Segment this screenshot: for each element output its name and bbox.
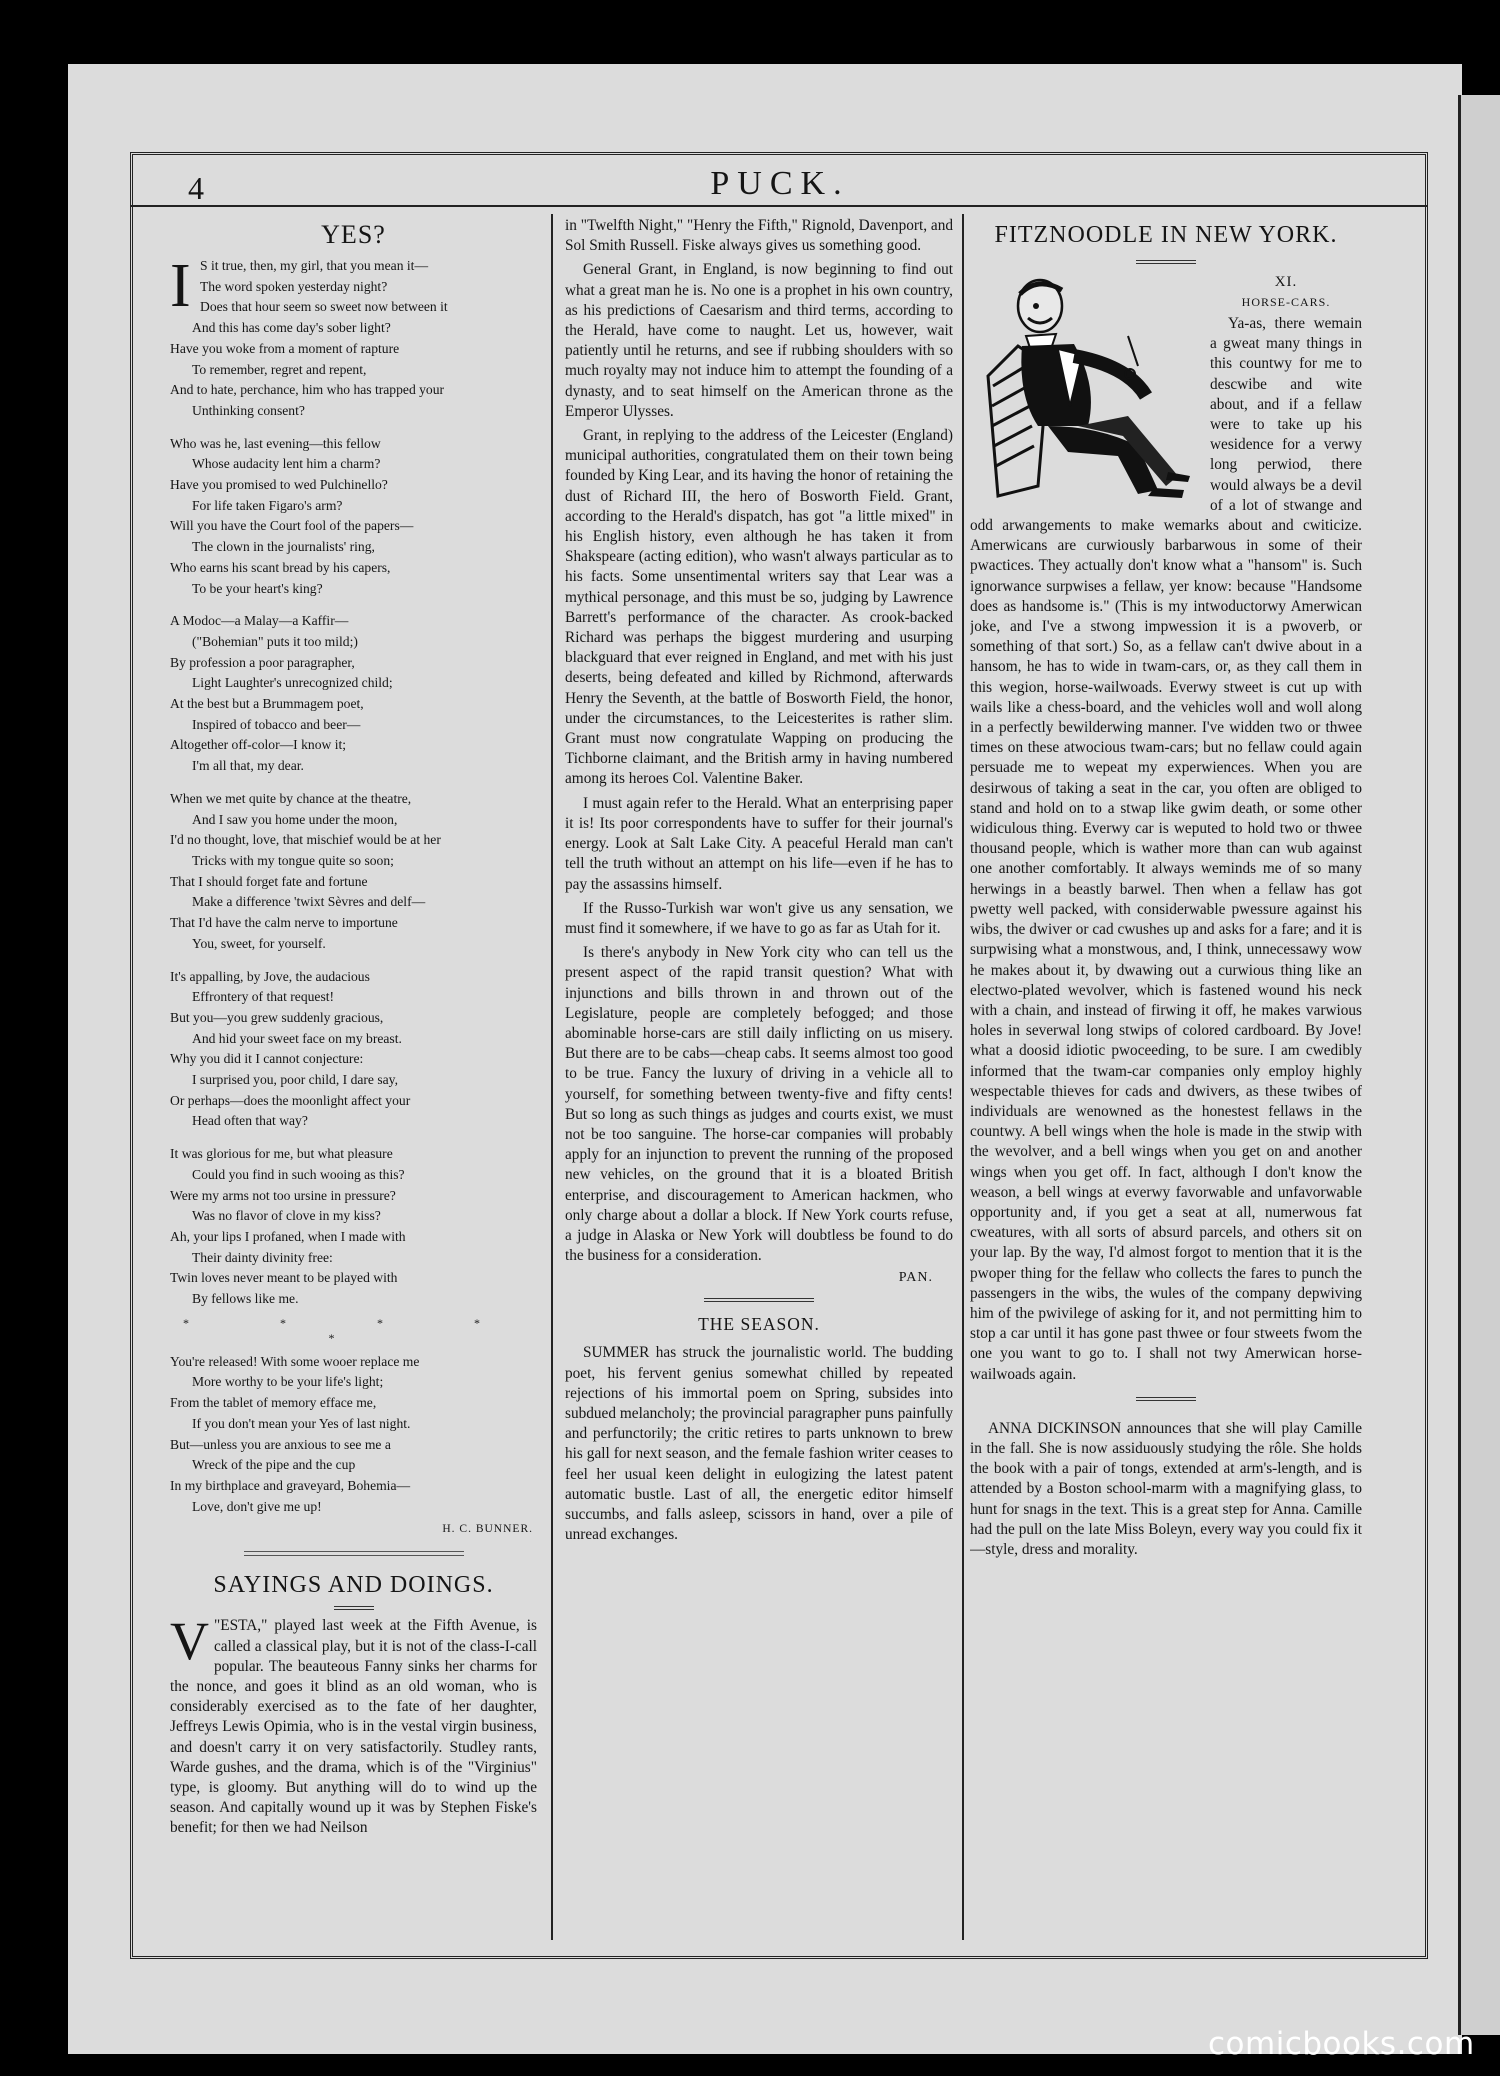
poem-line: Inspired of tobacco and beer— bbox=[192, 716, 361, 732]
season-text: SUMMER has struck the journalistic world. The budding poet, his fervent genius somewhat chilled by repeated rejections of his immortal poem on Spring, subsides into subdued melancholy; the provincial paragrapher puns painfully and perfunctorily; the critic retires to parts unknown to brew his gall for next season, and the female fashion writer ceases to feel her usual keen delight in eulogizing the latest patent automatic bustle. Last of all, the energetic editor himself succumbs, and falls asleep, scissors in hand, over a pile of unread exchanges. bbox=[565, 1344, 953, 1544]
stanza-gap bbox=[170, 1132, 537, 1144]
dickinson-body bbox=[970, 1419, 1362, 1560]
poem-line: And hid your sweet face on my breast. bbox=[192, 1030, 402, 1046]
poem-line: ("Bohemian" puts it too mild;) bbox=[192, 633, 358, 649]
poem-line: Love, don't give me up! bbox=[192, 1498, 322, 1514]
column-rule-2 bbox=[962, 214, 964, 1940]
poem-line: When we met quite by chance at the theatre, bbox=[170, 790, 412, 806]
poem-line: Does that hour seem so sweet now between it bbox=[200, 299, 448, 315]
season-divider bbox=[704, 1298, 814, 1302]
sayings-continued-text: in "Twelfth Night," "Henry the Fifth," Rignold, Davenport, and Sol Smith Russell. Fiske always gives us something good. bbox=[565, 217, 953, 255]
column-rule-1 bbox=[551, 214, 553, 1940]
poem-line: More worthy to be your life's light; bbox=[192, 1374, 384, 1390]
poem-line: To be your heart's king? bbox=[192, 580, 323, 596]
stanza-gap bbox=[170, 599, 537, 611]
poem-drop-cap: I bbox=[170, 252, 191, 320]
sayings-divider bbox=[334, 1606, 374, 1610]
sayings-paragraph: If the Russo-Turkish war won't give us any sensation, we must find it somewhere, if we have to go as far as Utah for it. bbox=[565, 899, 953, 937]
header-rule bbox=[130, 205, 1428, 207]
poem-line: Twin loves never meant to be played with bbox=[170, 1270, 398, 1286]
poem-line: A Modoc—a Malay—a Kaffir— bbox=[170, 613, 349, 629]
seated-dandy-illustration bbox=[978, 276, 1202, 504]
poem-line: In my birthplace and graveyard, Bohemia— bbox=[170, 1477, 411, 1493]
poem-line: By profession a poor paragrapher, bbox=[170, 654, 355, 670]
section-divider bbox=[244, 1551, 464, 1556]
poem-stars: * * * * * bbox=[183, 1315, 524, 1345]
sayings-continued bbox=[565, 216, 953, 1266]
sayings-paragraph: I must again refer to the Herald. What an enterprising paper it is! Its poor correspondents have to suffer for their journal's energy. Look at Salt Lake City. A peaceful Herald man can't tell the truth without an attempt on his life—even if he has to pay the assassins himself. bbox=[565, 794, 953, 893]
poem-line: Light Laughter's unrecognized child; bbox=[192, 675, 393, 691]
poem-line: Could you find in such wooing as this? bbox=[192, 1166, 405, 1182]
poem-line: Whose audacity lent him a charm? bbox=[192, 456, 381, 472]
poem-line: I'd no thought, love, that mischief would be at her bbox=[170, 832, 441, 848]
poem-line: Why you did it I cannot conjecture: bbox=[170, 1051, 364, 1067]
poem-line: Tricks with my tongue quite so soon; bbox=[192, 852, 394, 868]
stanza-gap bbox=[170, 777, 537, 789]
poem-line: Altogether off-color—I know it; bbox=[170, 737, 347, 753]
season-title: THE SEASON. bbox=[698, 1314, 820, 1335]
poem-line: Their dainty divinity free: bbox=[192, 1249, 333, 1265]
poem-body bbox=[170, 252, 537, 1310]
poem-line: Wreck of the pipe and the cup bbox=[192, 1457, 356, 1473]
sayings-lead bbox=[170, 1611, 537, 1838]
sayings-title: SAYINGS AND DOINGS. bbox=[213, 1572, 494, 1599]
masthead: PUCK. bbox=[710, 165, 850, 202]
fitznoodle-title: FITZNOODLE IN NEW YORK. bbox=[994, 222, 1338, 248]
poem-line: From the tablet of memory efface me, bbox=[170, 1395, 377, 1411]
dickinson-divider bbox=[1136, 1397, 1196, 1401]
poem-line: Have you woke from a moment of rapture bbox=[170, 340, 400, 356]
adjacent-page-edge bbox=[1458, 95, 1500, 2035]
poem-line: Effrontery of that request! bbox=[192, 989, 335, 1005]
fitznoodle-divider bbox=[1136, 260, 1196, 264]
sayings-paragraph: General Grant, in England, is now beginning to find out what a great man he is. No one is a prophet in his own country, as his predictions of Caesarism and third terms, according to the Herald, have come to naught. Let us, however, wait patiently until he returns, and see if rubbing shoulders with so much royalty may not induce him to attempt the founding of a dynasty, and to seat himself on the American throne as the Emperor Ulysses. bbox=[565, 261, 953, 420]
poem-line: For life taken Figaro's arm? bbox=[192, 497, 343, 513]
poem-line: S it true, then, my girl, that you mean it— bbox=[200, 258, 429, 273]
poem-line: The clown in the journalists' ring, bbox=[192, 539, 375, 555]
poem-line: That I should forget fate and fortune bbox=[170, 873, 368, 889]
site-watermark: comicbooks.com bbox=[1208, 2026, 1475, 2062]
column-left bbox=[170, 216, 537, 1839]
poem-line: You're released! With some wooer replace me bbox=[170, 1353, 420, 1369]
poem-final-stanza bbox=[170, 1352, 537, 1518]
poem-line: Or perhaps—does the moonlight affect your bbox=[170, 1092, 411, 1108]
sayings-paragraph: Is there's anybody in New York city who can tell us the present aspect of the rapid transit question? What with injunctions and bills thrown in and thrown out of the Legislature, people are completely befogged; and those abominable horse-cars are still daily inflicting on us misery. But there are to be cabs—cheap cabs. It seems almost too good to be true. Fancy the luxury of driving in a vehicle all to yourself, for something between twenty-five and fifty cents! But so long as such things as judges and courts exist, we must not be too sanguine. The horse-car companies will probably apply for an injunction to prevent the running of the proposed new vehicles, on the ground that it is a bloated British enterprise, and discouragement to American hackmen, who only charge about a dollar a block. If New York courts refuse, a judge in Alaska or New York will doubtless be found to do the business for a consideration. bbox=[565, 944, 953, 1265]
poem-line: I'm all that, my dear. bbox=[192, 758, 304, 774]
column-middle bbox=[565, 216, 953, 1549]
poem-line: Was no flavor of clove in my kiss? bbox=[192, 1208, 381, 1224]
poem-line: Will you have the Court fool of the papers— bbox=[170, 518, 414, 534]
season-body bbox=[565, 1343, 953, 1545]
poem-line: Who earns his scant bread by his capers, bbox=[170, 559, 391, 575]
poem-line: At the best but a Brummagem poet, bbox=[170, 696, 364, 712]
poem-line: To remember, regret and repent, bbox=[192, 361, 367, 377]
poem-title: YES? bbox=[321, 220, 386, 249]
poem-line: Head often that way? bbox=[192, 1113, 308, 1129]
column-right bbox=[970, 216, 1362, 1564]
poem-line: Make a difference 'twixt Sèvres and delf— bbox=[192, 894, 426, 910]
sayings-lead-text: "ESTA," played last week at the Fifth Avenue, is called a classical play, but it is not of the class-I-call popular. The beauteous Fanny sinks her charms for the nonce, and goes it blind as an old woman, who is considerably exercised as to the fate of her daughter, Jeffreys Lewis Opimia, who is in the vestal virgin business, and doesn't carry it on very satisfactorily. Studley rants, Warde gushes, and the drama, which is of the "Virginius" type, is gloomy. But anything will do to wind up the season. And capitally wound up it was by Stephen Fiske's benefit; for then we had Neilson bbox=[170, 1617, 537, 1837]
poem-line: And to hate, perchance, him who has trapped your bbox=[170, 382, 445, 398]
poem-line: It was glorious for me, but what pleasure bbox=[170, 1146, 393, 1162]
poem-line: The word spoken yesterday night? bbox=[200, 278, 388, 294]
poem-line: Who was he, last evening—this fellow bbox=[170, 435, 381, 451]
dickinson-text: ANNA DICKINSON announces that she will play Camille in the fall. She is now assiduously studying the rôle. She holds the book with a pair of tongs, extended at arm's-length, and is attended by a Boston school-marm with a magnifying glass, to hunt for snags in the text. This is a great step for Anna. Camille had the pull on the late Miss Boleyn, every way you could fix it—style, dress and morality. bbox=[970, 1419, 1362, 1558]
poem-line: Unthinking consent? bbox=[192, 402, 305, 418]
poem-line: And this has come day's sober light? bbox=[192, 320, 391, 336]
sayings-paragraph: Grant, in replying to the address of the Leicester (England) municipal authorities, congratulated them on their town being founded by King Lear, and its having the honor of retaining the dust of Richard III, the hero of Bosworth Field. Grant, according to the Herald's dispatch, has got "a little mixed" in his English history, even although he has taken it from Shakspeare (acting edition), who wasn't always particular as to his facts. Some unsentimental writers say that Lear was a mythical personage, and this must be so, judging by Lawrence Barrett's performance of the character. As crook-backed Richard was perhaps the biggest murdering and usurping blackguard that ever reigned in England, and met with his just deserts, being defeated and killed by Richmond, afterwards Henry the Seventh, at the battle of Bosworth Field, the honor, under the circumstances, to the Leicesterites is rather slim. Grant must now congratulate Wapping on producing the Tichborne claimant, and the British army in having numbered among its heroes Col. Valentine Baker. bbox=[565, 427, 953, 788]
poem-line: If you don't mean your Yes of last night. bbox=[192, 1415, 411, 1431]
fitznoodle-number: XI. bbox=[1274, 274, 1298, 290]
page-number: 4 bbox=[188, 170, 204, 206]
stanza-gap bbox=[170, 955, 537, 967]
poem-line: By fellows like me. bbox=[192, 1291, 299, 1307]
poem-line: It's appalling, by Jove, the audacious bbox=[170, 968, 370, 984]
poem-line: You, sweet, for yourself. bbox=[192, 935, 326, 951]
poem-line: Ah, your lips I profaned, when I made with bbox=[170, 1228, 406, 1244]
poem-line: Were my arms not too ursine in pressure? bbox=[170, 1187, 396, 1203]
fitznoodle-text: Ya-as, there wemain a gweat many things in this countwy for me to descwibe and wite about, and if a fellaw were to take up his wesidence for a verwy long perwiod, there would always be a devil of a lot of stwange and odd arwangements to make wemarks about and cwiticize. Amerwicans are curwiously barbarwous in some of their pwactices. They actually don't know what a "hansom" is. Such ignorwance surpwises a fellaw, yer know: because "Handsome does as handsome is." (This is my intwoductorwy Amerwican joke, and I've a stwong impwession it is a pwoverb, or something of that sort.) So, as a fellaw can't dwive about in a hansom, he has to wide in twam-cars, or, as they call them in this wegion, horse-wailwoads. Everwy stweet is cut up with wails like a chess-board, and the vehicles woll and woll along in a perfectly bewilderwing manner. I've widden two or thwee times on these atwocious twam-cars; but no fellaw could again persuade me to wepeat my experwiences. When you are desirwous of taking a seat in the car, you often are obliged to stand and hold on to a stwap like gwim death, or some other widiculous thing. Everwy car is weputed to hold two or thwee thousand people, which is wather more than can wub against one another comfortably. It always weminds me of so many herwings in a beastly barwel. Then when a fellaw has got pwetty well packed, with considerwable pwessure against his wibs, the dwiver or cad cwushes up and asks for a fare; and it is surpwising what a monstwous, and, I think, unnecessawy wow he makes about it, by dwawing out a curwious thing like an electwo-plated wevolver, which is fastened wound his neck with a chain, and instead of firwing it off, he makes varwious holes in severwal long stwips of colored cardboard. By Jove! what a doosid idiotic pwoceeding, to be sure. I am cwedibly informed that the twam-car companies only employ highly wespectable thieves for cads and dwivers, as these twibes of individuals are wenowned as the honestest fellaws in the countwy. A bell wings when the hole is made in the stwip with the wevolver, and a bell wings when you get on and another wings when you get off. In fact, although I don't know the weason, a bell wings at everwy favorwable and unfavorwable opportunity and, if you get a seat at all, numerwous fat cweatures, with all sorts of absurd parcels, and others sit on your lap. By the way, I'd almost forgot to mention that it is the pwoper thing for the fellaw who collects the fares to punch the passengers in the wibs, the wules of the company depwiving him of the pwivilege of asking for it, and not permitting him to stop a car until it has gone past thwee or four stweets fwom the one you want to go to. I shall not twy Amerwican horse-wailwoads again. bbox=[970, 315, 1362, 1383]
poem-line: That I'd have the calm nerve to importune bbox=[170, 915, 398, 931]
poem-line: Have you promised to wed Pulchinello? bbox=[170, 477, 388, 493]
stanza-gap bbox=[170, 422, 537, 434]
poem-line: I surprised you, poor child, I dare say, bbox=[192, 1072, 398, 1088]
poem-line: But you—you grew suddenly gracious, bbox=[170, 1009, 384, 1025]
poem-line: And I saw you home under the moon, bbox=[192, 811, 398, 827]
fitznoodle-subtitle: HORSE-CARS. bbox=[1241, 295, 1331, 309]
poem-author: H. C. BUNNER. bbox=[442, 1523, 533, 1536]
poem-line: But—unless you are anxious to see me a bbox=[170, 1436, 391, 1452]
sayings-author: PAN. bbox=[898, 1270, 933, 1286]
sayings-drop-cap: V bbox=[170, 1611, 209, 1672]
